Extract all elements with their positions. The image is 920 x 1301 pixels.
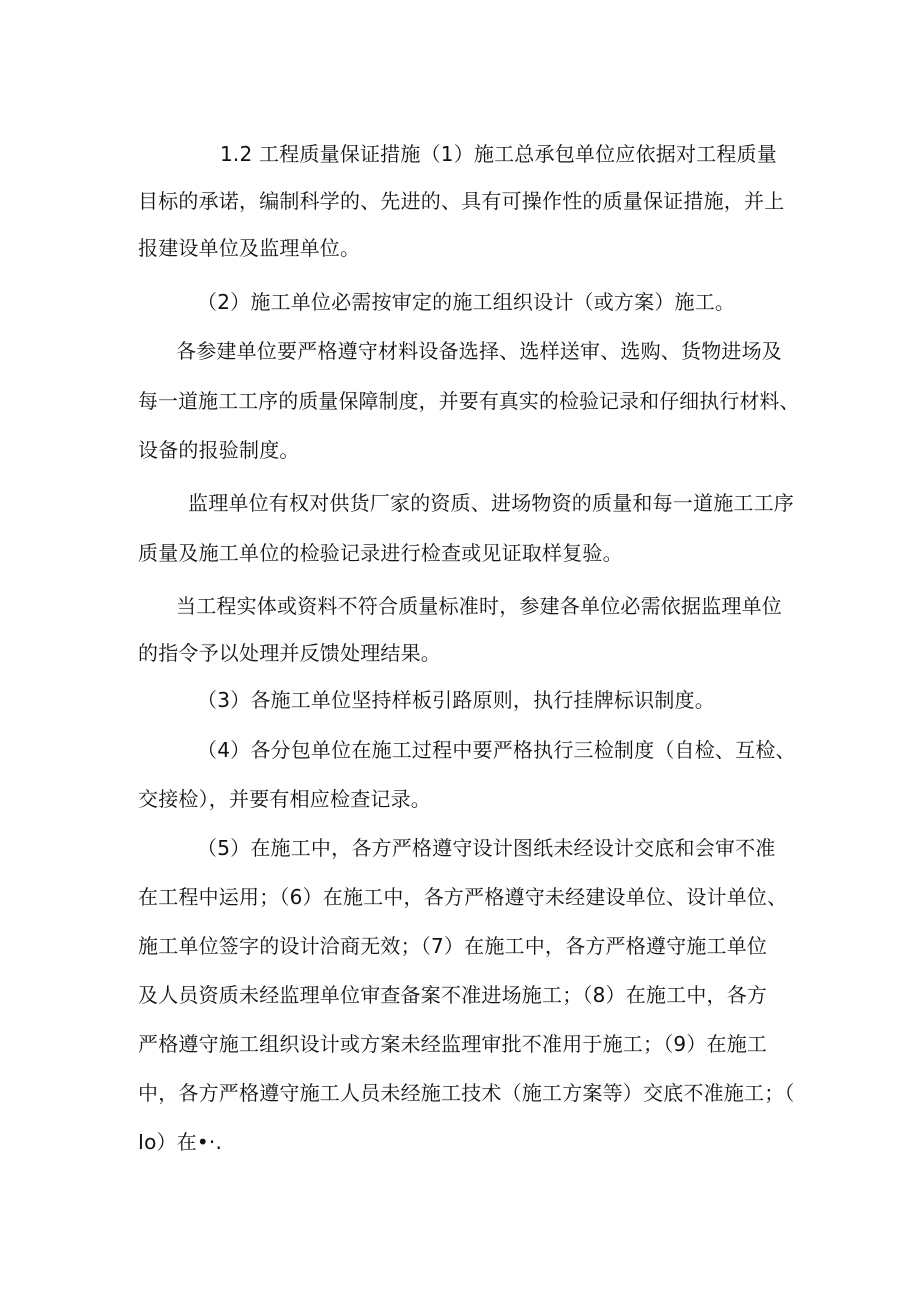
text-line: 报建设单位及监理单位。: [138, 236, 361, 260]
text-line: （2）施工单位必需按审定的施工组织设计（或方案）施工。: [197, 290, 736, 314]
text-line: 施工单位签字的设计洽商无效；（7）在施工中，各方严格遵守施工单位: [138, 934, 768, 958]
text-line: 目标的承诺，编制科学的、先进的、具有可操作性的质量保证措施，并上: [138, 189, 785, 213]
text-line: 监理单位有权对供货厂家的资质、进场物资的质量和每一道施工工序: [188, 491, 794, 515]
text-line: （5）在施工中，各方严格遵守设计图纸未经设计交底和会审不准: [197, 836, 776, 860]
text-line: （4）各分包单位在施工过程中要严格执行三检制度（自检、互检、: [197, 738, 796, 762]
text-line: 当工程实体或资料不符合质量标准时，参建各单位必需依据监理单位: [176, 594, 782, 618]
text-line: （3）各施工单位坚持样板引路原则，执行挂牌标识制度。: [197, 688, 715, 712]
text-line: 每一道施工工序的质量保障制度，并要有真实的检验记录和仔细执行材料、: [138, 389, 800, 413]
text-line: 在工程中运用；（6）在施工中，各方严格遵守未经建设单位、设计单位、: [138, 885, 788, 909]
text-line: 设备的报验制度。: [138, 438, 300, 462]
text-line: 各参建单位要严格遵守材料设备选择、选样送审、选购、货物进场及: [176, 339, 782, 363]
text-line: 质量及施工单位的检验记录进行检查或见证取样复验。: [138, 541, 623, 565]
text-line: 及人员资质未经监理单位审查备案不准进场施工；（8）在施工中，各方: [138, 983, 768, 1007]
text-line: 严格遵守施工组织设计或方案未经监理审批不准用于施工；（9）在施工: [138, 1032, 768, 1056]
text-line: Io）在•·.: [138, 1130, 223, 1154]
text-line: 交接检），并要有相应检查记录。: [138, 787, 431, 811]
text-line: 的指令予以处理并反馈处理结果。: [138, 641, 441, 665]
text-line: 1.2 工程质量保证措施（1）施工总承包单位应依据对工程质量: [220, 142, 777, 166]
text-line: 中，各方严格遵守施工人员未经施工技术（施工方案等）交底不准施工；（: [138, 1081, 795, 1105]
